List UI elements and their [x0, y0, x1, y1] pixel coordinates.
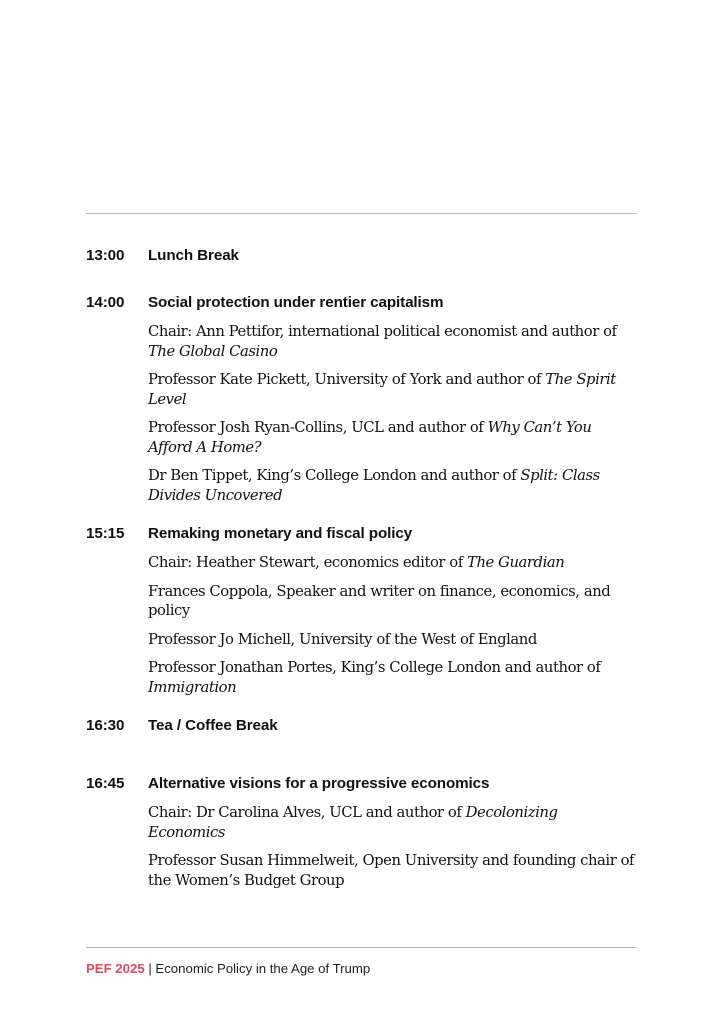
speaker-description: Chair: Heather Stewart, economics editor of: [148, 554, 468, 571]
book-title: The Spirit Level: [148, 371, 616, 408]
session-time: 16:30: [86, 717, 125, 734]
session-title: Social protection under rentier capitalism: [148, 294, 444, 311]
speaker-description: Chair: Dr Carolina Alves, UCL and author of: [148, 804, 466, 821]
speaker-entry: [148, 418, 637, 457]
session-time: 16:45: [86, 775, 125, 792]
footer-subtitle: Economic Policy in the Age of Trump: [155, 961, 371, 976]
book-title: The Global Casino: [148, 342, 278, 360]
speaker-entry: [148, 553, 637, 573]
programme-schedule: [86, 246, 637, 899]
footer-brand: PEF 2025: [86, 961, 145, 976]
speaker-description: Frances Coppola, Speaker and writer on finance, economics, and policy: [148, 582, 611, 619]
publication-title: The Guardian: [467, 554, 565, 571]
schedule-session: [86, 293, 637, 505]
speaker-entry: [148, 851, 637, 890]
speaker-description: Professor Josh Ryan-Collins, UCL and author of: [148, 419, 488, 436]
speaker-entry: [148, 466, 637, 505]
speaker-entry: [148, 630, 637, 650]
speaker-description: Professor Susan Himmelweit, Open University and founding chair of the Women’s Budget Group: [148, 852, 635, 889]
speaker-list: [148, 322, 637, 505]
schedule-session: [86, 246, 637, 266]
session-header: [86, 293, 637, 313]
session-title: Remaking monetary and fiscal policy: [148, 525, 413, 542]
session-header: [86, 774, 637, 794]
speaker-entry: [148, 370, 637, 409]
page-footer: [86, 960, 370, 978]
book-title: Why Can’t You Afford A Home?: [148, 419, 592, 456]
speaker-list: [148, 553, 637, 697]
session-time: 15:15: [86, 525, 125, 542]
session-title: Alternative visions for a progressive economics: [148, 775, 490, 792]
top-divider: [86, 213, 637, 214]
book-title: Decolonizing Economics: [148, 804, 558, 841]
speaker-description: Professor Jonathan Portes, King’s College London and author of: [148, 659, 601, 676]
schedule-session: [86, 524, 637, 697]
session-time: 13:00: [86, 247, 125, 264]
session-header: [86, 246, 637, 266]
book-title: Split: Class Divides Uncovered: [148, 467, 600, 504]
session-title: Tea / Coffee Break: [148, 717, 278, 734]
speaker-entry: [148, 803, 637, 842]
book-title: Immigration: [148, 678, 237, 696]
speaker-entry: [148, 658, 637, 697]
session-header: [86, 716, 637, 736]
footer-separator: |: [144, 961, 156, 976]
session-header: [86, 524, 637, 544]
bottom-divider: [86, 947, 637, 948]
schedule-session: [86, 774, 637, 890]
speaker-list: [148, 803, 637, 890]
speaker-entry: [148, 322, 637, 361]
session-time: 14:00: [86, 294, 125, 311]
schedule-session: [86, 716, 637, 736]
speaker-entry: [148, 582, 637, 621]
speaker-description: Professor Kate Pickett, University of York and author of: [148, 371, 546, 388]
speaker-description: Chair: Ann Pettifor, international political economist and author of: [148, 323, 617, 340]
speaker-description: Dr Ben Tippet, King’s College London and author of: [148, 467, 521, 484]
speaker-description: Professor Jo Michell, University of the West of England: [148, 630, 537, 648]
session-title: Lunch Break: [148, 247, 239, 264]
